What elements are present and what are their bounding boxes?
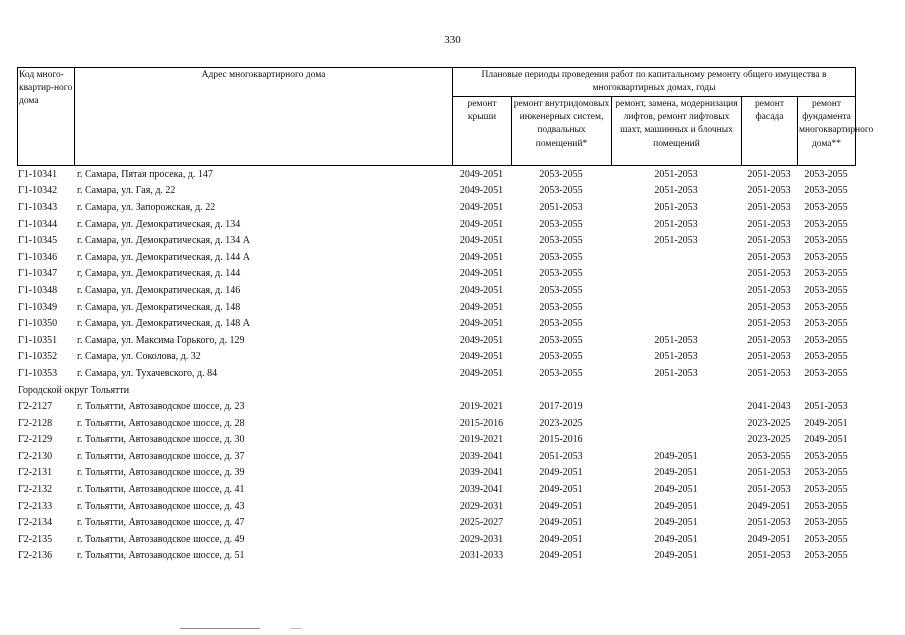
table-row	[17, 448, 855, 465]
row-code: Г1-10350	[18, 318, 58, 330]
row-roof: 2019-2021	[459, 434, 504, 446]
table-row	[17, 315, 855, 332]
row-foundation: 2053-2055	[804, 185, 848, 197]
row-foundation: 2051-2053	[804, 401, 848, 413]
row-lift: 2051-2053	[654, 185, 698, 197]
row-address: г. Самара, ул. Гая, д. 22	[77, 185, 176, 197]
row-code: Г1-10342	[18, 185, 58, 197]
row-address: г. Тольятти, Автозаводское шоссе, д. 30	[77, 434, 245, 446]
row-roof: 2019-2021	[459, 401, 504, 413]
table-row	[17, 216, 855, 233]
table-row	[17, 548, 855, 565]
row-facade: 2023-2025	[747, 417, 791, 429]
capital-repair-table	[17, 67, 874, 564]
table-row	[17, 365, 855, 382]
header-lift: ремонт, замена, модернизация лифтов, ремонт лифтовых шахт, машинных и блочных помещений	[612, 97, 742, 166]
row-code: Г1-10347	[18, 268, 58, 280]
row-code: Г1-10344	[18, 218, 58, 230]
table-row	[17, 398, 855, 415]
row-foundation: 2053-2055	[804, 235, 848, 247]
row-lift: 2051-2053	[654, 201, 698, 213]
row-roof: 2015-2016	[459, 417, 504, 429]
table-row	[17, 498, 855, 515]
row-foundation: 2053-2055	[804, 168, 848, 180]
row-foundation: 2053-2055	[804, 218, 848, 230]
row-systems: 2015-2016	[539, 434, 583, 446]
row-systems: 2053-2055	[539, 218, 583, 230]
row-roof: 2049-2051	[459, 235, 504, 247]
table-header	[17, 67, 874, 166]
row-foundation: 2053-2055	[804, 467, 848, 479]
row-facade: 2051-2053	[747, 351, 791, 363]
row-code: Г2-2131	[18, 467, 53, 479]
row-lift: 2051-2053	[654, 168, 698, 180]
row-address: г. Самара, ул. Демократическая, д. 134	[77, 218, 241, 230]
row-systems: 2049-2051	[539, 500, 583, 512]
row-facade: 2051-2053	[747, 268, 791, 280]
row-systems: 2053-2055	[539, 168, 583, 180]
row-systems: 2051-2053	[539, 450, 583, 462]
table-row	[17, 332, 855, 349]
row-foundation: 2053-2055	[804, 284, 848, 296]
table-row	[17, 514, 855, 531]
row-roof: 2049-2051	[459, 367, 504, 379]
row-systems: 2049-2051	[539, 467, 583, 479]
row-roof: 2049-2051	[459, 268, 504, 280]
row-lift	[611, 299, 741, 316]
section-row	[17, 382, 855, 399]
row-systems: 2049-2051	[539, 517, 583, 529]
row-address: г. Тольятти, Автозаводское шоссе, д. 49	[77, 533, 245, 545]
row-foundation: 2049-2051	[804, 434, 848, 446]
row-roof: 2049-2051	[459, 201, 504, 213]
row-foundation: 2053-2055	[804, 351, 848, 363]
row-facade: 2051-2053	[747, 301, 791, 313]
row-roof: 2025-2027	[459, 517, 504, 529]
row-lift: 2051-2053	[654, 367, 698, 379]
row-address: г. Тольятти, Автозаводское шоссе, д. 41	[77, 484, 245, 496]
row-facade: 2051-2053	[747, 318, 791, 330]
footer-rule	[180, 628, 260, 629]
row-systems: 2053-2055	[539, 301, 583, 313]
row-facade: 2053-2055	[747, 450, 791, 462]
table-row	[17, 299, 855, 316]
row-facade: 2051-2053	[747, 168, 791, 180]
row-foundation: 2053-2055	[804, 334, 848, 346]
row-address: г. Самара, ул. Запорожская, д. 22	[77, 201, 216, 213]
row-roof: 2049-2051	[459, 351, 504, 363]
table-row	[17, 266, 855, 283]
row-lift: 2049-2051	[654, 517, 698, 529]
row-roof: 2039-2041	[459, 467, 504, 479]
header-periods: Плановые периоды проведения работ по капитальному ремонту общего имущества в многоквартирных домах, годы	[453, 68, 856, 97]
row-roof: 2039-2041	[459, 484, 504, 496]
row-address: г. Тольятти, Автозаводское шоссе, д. 23	[77, 401, 245, 413]
row-systems: 2053-2055	[539, 235, 583, 247]
row-code: Г1-10345	[18, 235, 58, 247]
row-roof: 2049-2051	[459, 168, 504, 180]
row-code: Г1-10349	[18, 301, 58, 313]
table-body	[17, 166, 855, 564]
row-foundation: 2053-2055	[804, 533, 848, 545]
row-code: Г2-2134	[18, 517, 53, 529]
table-row	[17, 183, 855, 200]
row-foundation: 2053-2055	[804, 301, 848, 313]
row-systems: 2053-2055	[539, 284, 583, 296]
row-lift: 2051-2053	[654, 218, 698, 230]
row-facade: 2051-2053	[747, 467, 791, 479]
row-roof: 2049-2051	[459, 318, 504, 330]
row-address: г. Самара, ул. Демократическая, д. 144 А	[77, 251, 250, 263]
row-facade: 2051-2053	[747, 185, 791, 197]
table-row	[17, 465, 855, 482]
row-systems: 2053-2055	[539, 351, 583, 363]
row-address: г. Тольятти, Автозаводское шоссе, д. 43	[77, 500, 245, 512]
row-foundation: 2053-2055	[804, 500, 848, 512]
row-systems: 2049-2051	[539, 550, 583, 562]
row-facade: 2051-2053	[747, 251, 791, 263]
row-code: Г1-10346	[18, 251, 58, 263]
row-foundation: 2053-2055	[804, 201, 848, 213]
row-foundation: 2053-2055	[804, 450, 848, 462]
table-row	[17, 166, 855, 183]
row-address: г. Самара, ул. Тухачевского, д. 84	[77, 367, 218, 379]
row-facade: 2041-2043	[747, 401, 791, 413]
row-systems: 2053-2055	[539, 185, 583, 197]
row-address: г. Самара, ул. Демократическая, д. 146	[77, 284, 241, 296]
row-code: Г2-2136	[18, 550, 53, 562]
row-facade: 2051-2053	[747, 550, 791, 562]
row-foundation: 2053-2055	[804, 318, 848, 330]
row-lift: 2049-2051	[654, 533, 698, 545]
row-systems: 2049-2051	[539, 484, 583, 496]
row-lift: 2051-2053	[654, 351, 698, 363]
row-address: г. Самара, ул. Соколова, д. 32	[77, 351, 201, 363]
row-code: Г2-2130	[18, 450, 53, 462]
section-title: Городской округ Тольятти	[18, 384, 130, 396]
row-address: г. Тольятти, Автозаводское шоссе, д. 28	[77, 417, 245, 429]
header-roof: ремонт крыши	[453, 97, 512, 166]
row-lift: 2049-2051	[654, 450, 698, 462]
row-roof: 2049-2051	[459, 301, 504, 313]
row-facade: 2051-2053	[747, 367, 791, 379]
row-lift	[611, 282, 741, 299]
row-lift	[611, 266, 741, 283]
row-foundation: 2053-2055	[804, 367, 848, 379]
row-address: г. Тольятти, Автозаводское шоссе, д. 47	[77, 517, 245, 529]
row-facade: 2051-2053	[747, 284, 791, 296]
row-facade: 2049-2051	[747, 533, 791, 545]
row-foundation: 2053-2055	[804, 550, 848, 562]
row-facade: 2051-2053	[747, 334, 791, 346]
row-systems: 2053-2055	[539, 251, 583, 263]
row-lift	[611, 249, 741, 266]
row-code: Г2-2135	[18, 533, 53, 545]
row-roof: 2049-2051	[459, 218, 504, 230]
row-foundation: 2053-2055	[804, 517, 848, 529]
row-address: г. Самара, Пятая просека, д. 147	[77, 168, 213, 180]
row-code: Г2-2129	[18, 434, 53, 446]
header-foundation: ремонт фундамента многоквартирного дома**	[798, 97, 856, 166]
header-address: Адрес многоквартирного дома	[75, 68, 453, 166]
row-lift: 2051-2053	[654, 235, 698, 247]
row-roof: 2049-2051	[459, 334, 504, 346]
row-roof: 2049-2051	[459, 284, 504, 296]
row-foundation: 2049-2051	[804, 417, 848, 429]
row-address: г. Тольятти, Автозаводское шоссе, д. 39	[77, 467, 245, 479]
row-lift: 2049-2051	[654, 550, 698, 562]
row-facade: 2023-2025	[747, 434, 791, 446]
row-address: г. Тольятти, Автозаводское шоссе, д. 37	[77, 450, 245, 462]
row-address: г. Самара, ул. Демократическая, д. 148 А	[77, 318, 250, 330]
row-code: Г1-10352	[18, 351, 58, 363]
row-code: Г2-2133	[18, 500, 53, 512]
row-lift	[611, 415, 741, 432]
row-systems: 2051-2053	[539, 201, 583, 213]
row-lift	[611, 315, 741, 332]
row-lift: 2051-2053	[654, 334, 698, 346]
row-systems: 2049-2051	[539, 533, 583, 545]
row-systems: 2053-2055	[539, 318, 583, 330]
table-row	[17, 199, 855, 216]
row-roof: 2049-2051	[459, 251, 504, 263]
row-address: г. Самара, ул. Демократическая, д. 148	[77, 301, 241, 313]
row-foundation: 2053-2055	[804, 484, 848, 496]
row-lift	[611, 432, 741, 449]
row-address: г. Самара, ул. Демократическая, д. 134 А	[77, 235, 250, 247]
row-facade: 2051-2053	[747, 218, 791, 230]
table-row	[17, 232, 855, 249]
row-code: Г1-10353	[18, 367, 58, 379]
row-code: Г1-10341	[18, 168, 58, 180]
footer-rule-short	[290, 628, 302, 629]
row-code: Г2-2127	[18, 401, 53, 413]
row-foundation: 2053-2055	[804, 268, 848, 280]
table-row	[17, 415, 855, 432]
table-row	[17, 432, 855, 449]
row-lift: 2049-2051	[654, 484, 698, 496]
row-foundation: 2053-2055	[804, 251, 848, 263]
row-address: г, Самара, ул. Демократическая, д. 144	[77, 268, 241, 280]
table-row	[17, 282, 855, 299]
row-facade: 2051-2053	[747, 517, 791, 529]
row-code: Г1-10348	[18, 284, 58, 296]
row-systems: 2053-2055	[539, 268, 583, 280]
row-lift	[611, 398, 741, 415]
row-code: Г2-2132	[18, 484, 53, 496]
row-roof: 2039-2041	[459, 450, 504, 462]
row-facade: 2051-2053	[747, 201, 791, 213]
header-systems: ремонт внутридомовых инженерных систем, подвальных помещений*	[512, 97, 612, 166]
row-systems: 2053-2055	[539, 334, 583, 346]
table-row	[17, 349, 855, 366]
row-roof: 2029-2031	[459, 533, 504, 545]
row-facade: 2051-2053	[747, 235, 791, 247]
row-systems: 2023-2025	[539, 417, 583, 429]
row-code: Г1-10343	[18, 201, 58, 213]
header-facade: ремонт фасада	[742, 97, 798, 166]
row-code: Г2-2128	[18, 417, 53, 429]
row-systems: 2053-2055	[539, 367, 583, 379]
row-lift: 2049-2051	[654, 467, 698, 479]
table-row	[17, 531, 855, 548]
row-facade: 2051-2053	[747, 484, 791, 496]
header-code: Код много-квартир-ного дома	[18, 68, 75, 166]
row-roof: 2049-2051	[459, 185, 504, 197]
row-address: г. Самара, ул. Максима Горького, д. 129	[77, 334, 245, 346]
row-code: Г1-10351	[18, 334, 58, 346]
row-roof: 2031-2033	[459, 550, 504, 562]
table-row	[17, 249, 855, 266]
row-lift: 2049-2051	[654, 500, 698, 512]
table-row	[17, 481, 855, 498]
row-address: г. Тольятти, Автозаводское шоссе, д. 51	[77, 550, 245, 562]
page-number: 330	[444, 34, 461, 46]
row-facade: 2049-2051	[747, 500, 791, 512]
row-systems: 2017-2019	[539, 401, 583, 413]
row-roof: 2029-2031	[459, 500, 504, 512]
